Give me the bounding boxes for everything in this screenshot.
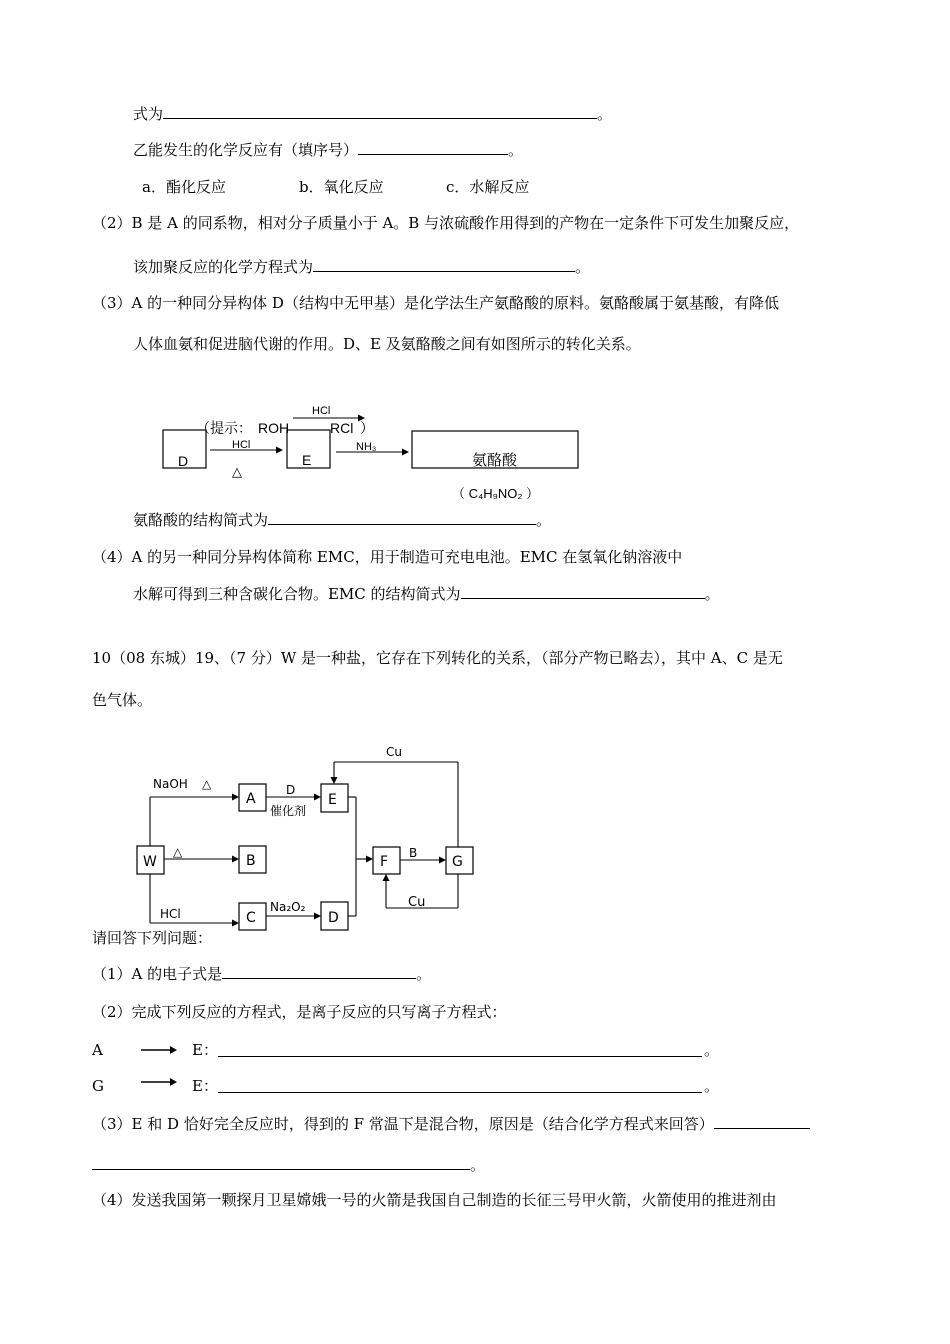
- label-catalyst: 催化剂: [270, 804, 307, 818]
- label-d: D: [286, 783, 296, 797]
- box-f-label: F: [380, 854, 389, 870]
- arrow1-head: [276, 447, 283, 454]
- conversion-diagram-2: [130, 740, 490, 935]
- reaction-arrow-icon: [140, 1077, 178, 1087]
- label-naoh: NaOH: [153, 777, 188, 791]
- box-d-label: D: [178, 453, 189, 469]
- arrow1-reagent: HCl: [232, 439, 251, 451]
- arrow-head: [366, 856, 373, 863]
- arrow-head: [232, 794, 239, 801]
- problem-10-line-2: 色气体。: [92, 691, 153, 709]
- reaction-a-to-e: A E： 。: [92, 1041, 720, 1059]
- question-2-line-1: （2）B 是 A 的同系物，相对分子质量小于 A。B 与浓硫酸作用得到的产物在一定条件下可发生加聚反应，: [92, 214, 800, 232]
- answer-blank[interactable]: [714, 1114, 810, 1129]
- option-a: a．酯化反应: [142, 178, 226, 196]
- question-4-line-1: （4）A 的另一种同分异构体简称 EMC，用于制造可充电电池。EMC 在氢氧化钠溶液中: [92, 548, 683, 566]
- label-hcl: HCl: [160, 907, 181, 921]
- instruction: 请回答下列问题：: [92, 929, 213, 947]
- line-formula: 式为 。: [133, 105, 613, 123]
- arrow2-reagent: NH₃: [356, 441, 377, 453]
- sub-question-4: （4）发送我国第一颗探月卫星嫦娥一号的火箭是我国自己制造的长征三号甲火箭，火箭使用的推进剂由: [92, 1191, 777, 1209]
- sub-question-2: （2）完成下列反应的方程式，是离子反应的只写离子方程式：: [92, 1003, 507, 1021]
- reaction-arrow-icon: [140, 1045, 178, 1055]
- arrow1-condition: △: [232, 464, 242, 479]
- box-c-label: C: [246, 910, 256, 926]
- hint-rcl: RCl: [330, 420, 354, 436]
- answer-blank[interactable]: [268, 510, 536, 525]
- sub-question-3-continued: 。: [92, 1155, 485, 1175]
- arrow-head: [331, 777, 338, 784]
- option-b: b．氧化反应: [299, 178, 384, 196]
- question-3-line-1: （3）A 的一种同分异构体 D（结构中无甲基）是化学法生产氨酪酸的原料。氨酪酸属于氨基酸，有降低: [92, 294, 779, 312]
- label-b: B: [409, 846, 418, 860]
- problem-10-line-1: 10（08 东城）19、（7 分）W 是一种盐，它存在下列转化的关系，（部分产物已略去），其中 A、C 是无: [92, 649, 783, 667]
- answer-blank[interactable]: [92, 1155, 470, 1170]
- option-c: c．水解反应: [446, 178, 530, 196]
- label-na2o2: Na₂O₂: [270, 900, 306, 914]
- sub-question-3: （3）E 和 D 恰好完全反应时，得到的 F 常温下是混合物，原因是（结合化学方程式来回答）: [92, 1114, 810, 1134]
- arrow-head: [314, 794, 321, 801]
- hint-close: ）: [360, 420, 374, 436]
- arrow-head: [314, 913, 321, 920]
- box-e-label: E: [302, 452, 312, 468]
- label-cu-bottom: Cu: [408, 895, 426, 910]
- product-formula: （ C₄H₉NO₂ ）: [452, 486, 540, 501]
- hint-roh: ROH: [258, 420, 290, 436]
- hint-reagent: HCl: [312, 405, 331, 417]
- box-g-label: G: [452, 854, 463, 870]
- conversion-diagram-1: [150, 395, 600, 510]
- arrow-head: [232, 920, 239, 927]
- label-heat-1: △: [202, 777, 212, 791]
- question-3-line-2: 人体血氨和促进脑代谢的作用。D、E 及氨酪酸之间有如图所示的转化关系。: [133, 335, 641, 353]
- box-w-label: W: [143, 854, 157, 870]
- answer-blank[interactable]: [218, 1078, 702, 1093]
- label-cu-top: Cu: [386, 745, 402, 759]
- question-4-line-2: 水解可得到三种含碳化合物。EMC 的结构简式为 。: [133, 585, 720, 603]
- answer-blank[interactable]: [163, 104, 597, 119]
- arrow-head: [232, 856, 239, 863]
- box-product-label: 氨酪酸: [472, 452, 518, 469]
- answer-blank[interactable]: [218, 1042, 702, 1057]
- reaction-g-to-e: G E： 。: [92, 1077, 720, 1095]
- answer-blank[interactable]: [461, 584, 705, 599]
- arrow-head: [439, 857, 446, 864]
- line-reaction-types: 乙能发生的化学反应有（填序号） 。: [133, 141, 524, 159]
- arrow-head: [383, 874, 390, 881]
- arrow2-head: [402, 449, 409, 456]
- box-d-label: D: [328, 910, 339, 926]
- hint-open: （提示：: [196, 420, 252, 436]
- answer-blank[interactable]: [358, 140, 508, 155]
- box-b-label: B: [246, 853, 256, 869]
- question-2-line-2: 该加聚反应的化学方程式为 。: [133, 258, 591, 276]
- question-3-answer: 氨酪酸的结构简式为 。: [133, 511, 552, 529]
- sub-question-1: （1）A 的电子式是 。: [92, 965, 432, 983]
- box-e-label: E: [328, 792, 337, 808]
- answer-blank[interactable]: [313, 257, 575, 272]
- answer-blank[interactable]: [222, 964, 416, 979]
- box-a-label: A: [246, 791, 256, 807]
- label-heat-2: △: [173, 845, 183, 859]
